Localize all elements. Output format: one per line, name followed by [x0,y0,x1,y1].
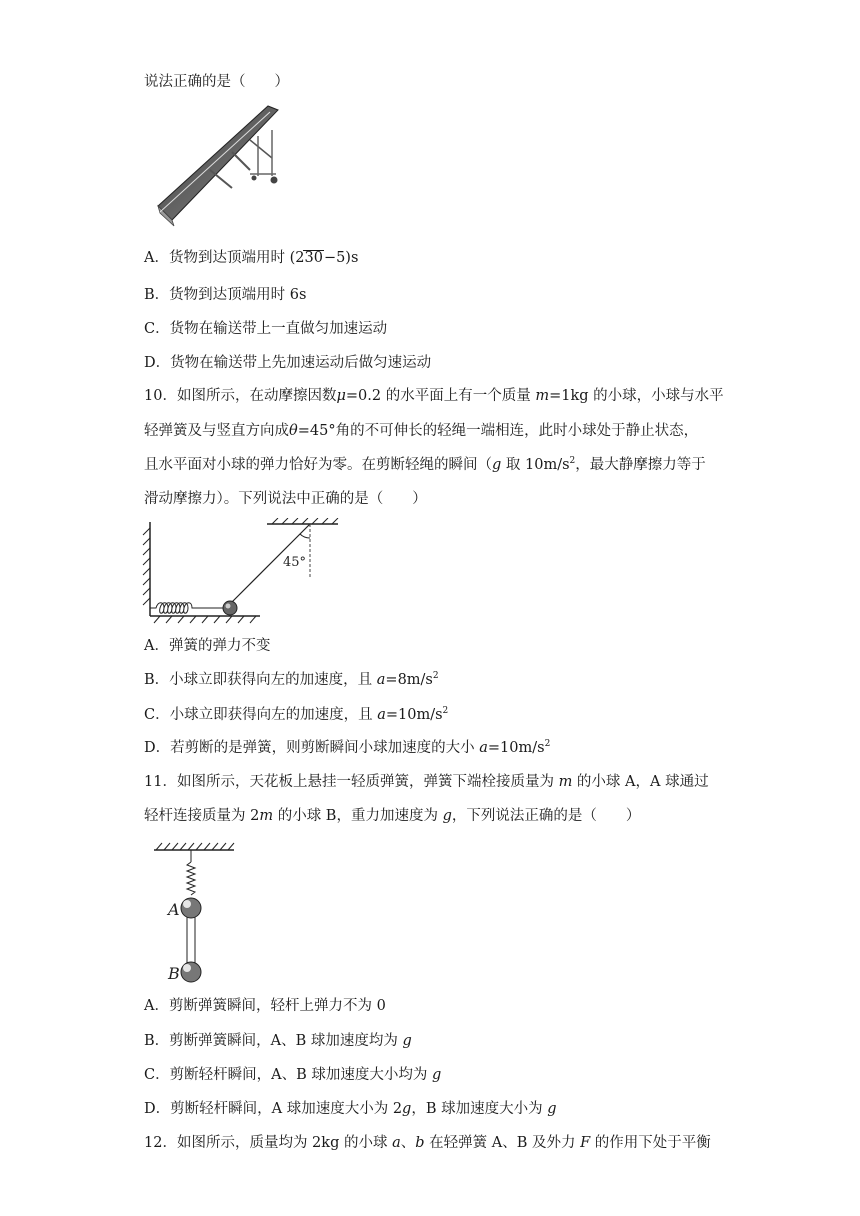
q9-option-a: A．货物到达顶端用时 (230−5)s [144,250,359,266]
conveyor-belt-figure [150,100,290,228]
q11-option-d: D．剪断轻杆瞬间，A 球加速度大小为 2g，B 球加速度大小为 g [144,1101,557,1117]
q10-stem-line-4: 滑动摩擦力）。下列说法中正确的是（ ） [144,491,427,507]
q11-option-a: A．剪断弹簧瞬间，轻杆上弹力不为 0 [144,998,386,1014]
q12-stem-line-1: 12．如图所示，质量均为 2kg 的小球 a、b 在轻弹簧 A、B 及外力 F 的作用下处于平衡 [144,1135,711,1151]
q11-option-b: B．剪断弹簧瞬间，A、B 球加速度均为 g [144,1033,412,1049]
spring-rod-two-balls-figure [148,838,248,988]
q10-option-d: D．若剪断的是弹簧，则剪断瞬间小球加速度的大小 $a=10m/s^2$ [144,739,551,756]
q9-option-c: C．货物在输送带上一直做匀加速运动 [144,321,388,337]
angle-label: 45° [283,555,307,570]
q10-option-c: C．小球立即获得向左的加速度，且 $a=10m/s^2$ [144,706,449,723]
ball-a-label: A [168,900,180,919]
q10-stem-line-1: 10．如图所示，在动摩擦因数μ=0.2 的水平面上有一个质量 m=1kg 的小球，小球与水平 [144,388,724,404]
q10-option-a: A．弹簧的弹力不变 [144,638,271,654]
q11-stem-line-1: 11．如图所示，天花板上悬挂一轻质弹簧，弹簧下端栓接质量为 m 的小球 A，A 球通过 [144,774,709,790]
q9-stem-tail: 说法正确的是（ ） [144,74,289,90]
q10-option-b: B．小球立即获得向左的加速度，且 $a=8m/s^2$ [144,671,439,688]
q11-stem-line-2: 轻杆连接质量为 2m 的小球 B，重力加速度为 g，下列说法正确的是（ ） [144,808,641,824]
spring-rope-ball-figure [140,518,350,628]
q10-stem-line-3: 且水平面对小球的弹力恰好为零。在剪断轻绳的瞬间（g 取 $10m/s^2$，最大静摩擦力等于 [144,456,706,473]
ball-b-label: B [168,964,180,983]
q10-stem-line-2: 轻弹簧及与竖直方向成θ=45°角的不可伸长的轻绳一端相连，此时小球处于静止状态， [144,423,699,439]
q9-option-d: D．货物在输送带上先加速运动后做匀速运动 [144,355,432,371]
q9-option-b: B．货物到达顶端用时 6s [144,287,307,303]
q11-option-c: C．剪断轻杆瞬间，A、B 球加速度大小均为 g [144,1067,442,1083]
